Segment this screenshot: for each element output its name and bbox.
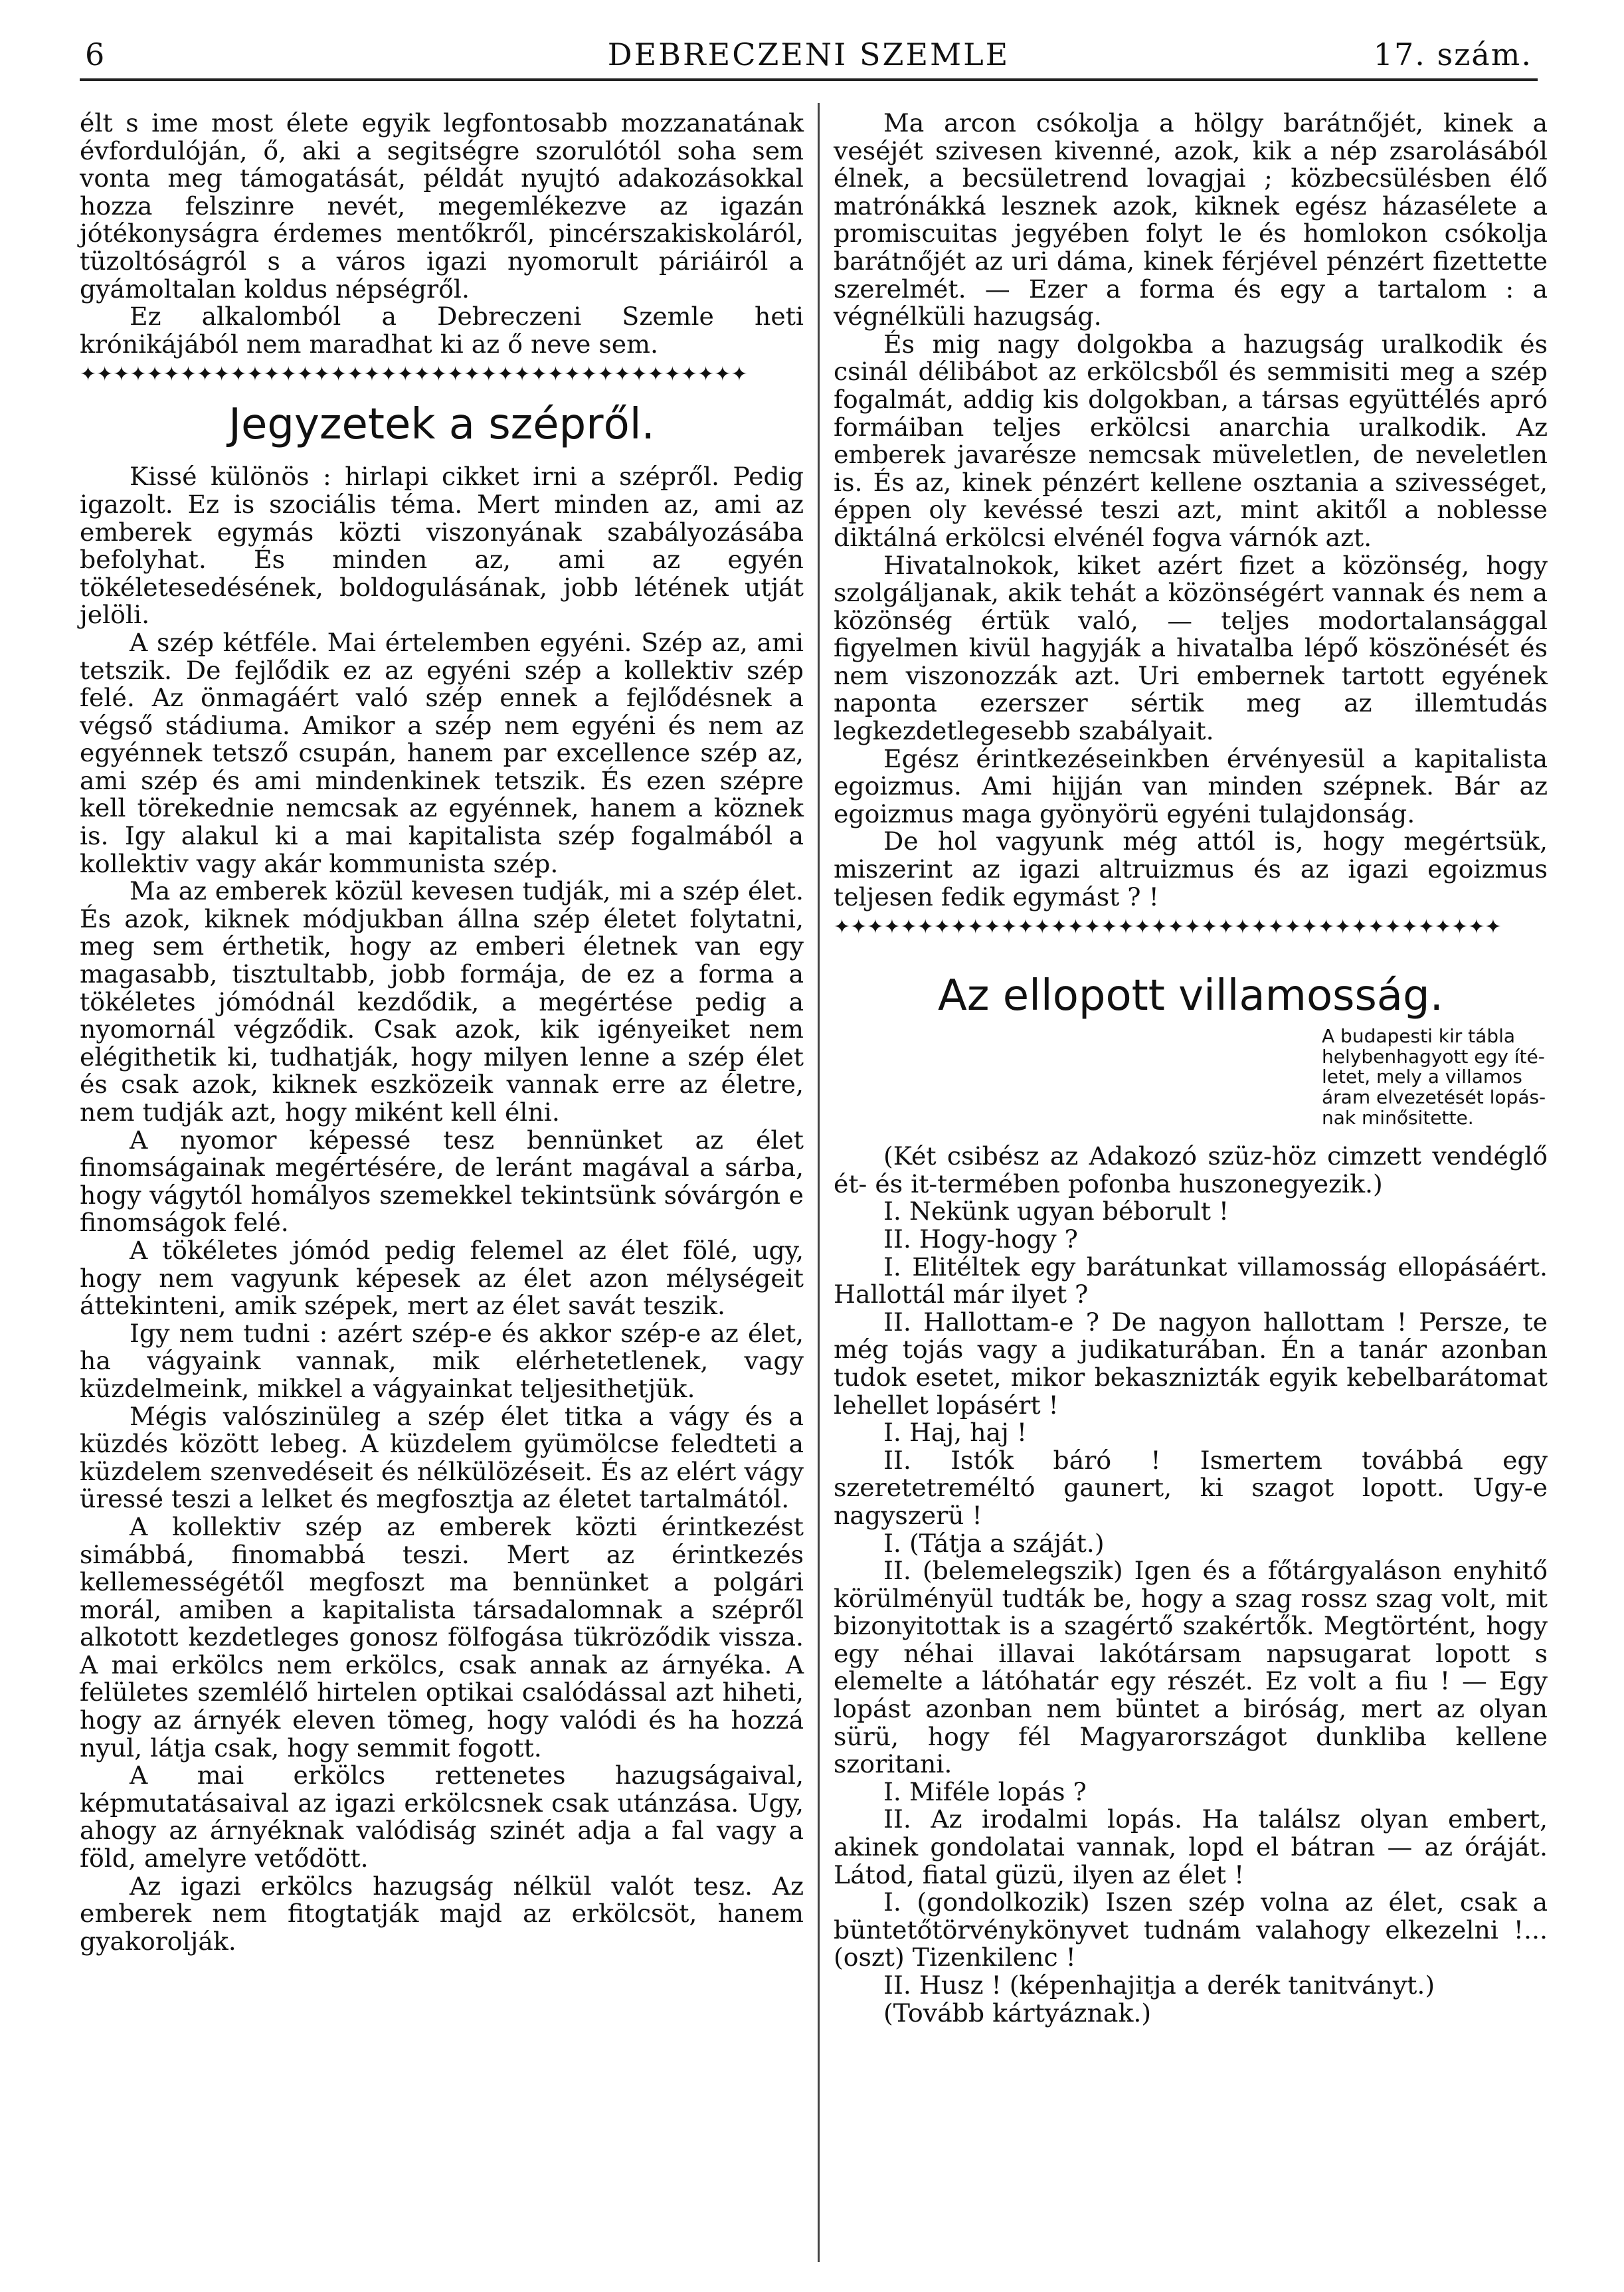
page-header <box>80 30 1538 83</box>
dialogue-line: II. Az irodalmi lopás. Ha találsz olyan embert, akinek gondolatai vannak, lopd el bátran — az óráját. Látod, fiatal güzü, ilyen az élet ! <box>834 1804 1548 1889</box>
summary-line: áram elvezetését lopás- <box>1322 1086 1546 1108</box>
intro-paragraph: Ez alkalomból a Debreczeni Szemle heti krónikájából nem maradhat ki az ő neve sem. <box>80 302 804 359</box>
dialogue-line: (Tovább kártyáznak.) <box>883 1998 1152 2028</box>
dialogue-line: I. (gondolkozik) Iszen szép volna az élet, csak a büntetőtörvénykönyvet tudnám valahogy elkezelni !... (oszt) Tizenkilenc ! <box>834 1887 1548 1972</box>
article-paragraph: Igy nem tudni : azért szép-e és akkor szép-e az élet, ha vágyaink vannak, mik elérhetetlenek, vagy küzdelmeink, mikkel a vágyainkat teljesithetjük. <box>80 1318 804 1403</box>
continued-paragraph: Hivatalnokok, kiket azért fizet a közönség, hogy szolgáljanak, akik tehát a közönségért vannak és nem a közönség értük való, — teljes modortalansággal figyelmen kivül hagyják a hivatalba lépő köszönését és nem viszonozzák azt. Uri embernek tartott egyének naponta ezerszer sértik meg az illemtudás legkezdetlegesebb szabályait. <box>834 550 1548 746</box>
article-summary <box>1322 1026 1548 1128</box>
left-column <box>80 110 804 1955</box>
dialogue-line: I. (Tátja a száját.) <box>883 1528 1105 1558</box>
summary-line: helybenhagyott egy íté- <box>1322 1045 1545 1068</box>
summary-line: letet, mely a villamos <box>1322 1066 1522 1088</box>
ornament-divider: ✦✦✦✦✦✦✦✦✦✦✦✦✦✦✦✦✦✦✦✦✦✦✦✦✦✦✦✦✦✦✦✦✦✦✦✦✦✦✦✦ <box>80 363 748 387</box>
dialogue-line: II. Istók báró ! Ismertem továbbá egy szeretetreméltó gaunert, ki szagot lopott. Ugy-e nagyszerü ! <box>834 1445 1548 1530</box>
dialogue-line: I. Miféle lopás ? <box>883 1776 1087 1806</box>
article-title-szeprol: Jegyzetek a szépről. <box>228 400 655 450</box>
continued-paragraph: És mig nagy dolgokba a hazugság uralkodik és csinál délibábot az erkölcsből és semmisiti meg a szép fogalmát, addig kis dolgokban, a társas együttélés apró formáiban teljes erkölcsi anarchia uralkodik. Az emberek javarésze nemcsak müveletlen, de neveletlen is. És az, kinek pénzért kellene osztania a szivességet, éppen oly kevéssé teszi azt, mint akitől a noblesse diktálná erkölcsi elvénél fogva várnók azt. <box>834 329 1548 552</box>
header-rule <box>80 78 1538 81</box>
dialogue-line: I. Elitéltek egy barátunkat villamosság ellopásáért. Hallottál már ilyet ? <box>834 1252 1548 1309</box>
dialogue-line: I. Haj, haj ! <box>883 1418 1028 1448</box>
continued-paragraph: De hol vagyunk még attól is, hogy megértsük, miszerint az igazi altruizmus és az igazi egoizmus teljesen fedik egymást ? ! <box>834 826 1548 911</box>
continued-paragraph: Egész érintkezéseinkben érvényesül a kapitalista egoizmus. Ami hijján van minden szépnek. Bár az egoizmus maga gyönyörü egyéni tulajdonság. <box>834 743 1548 828</box>
summary-line: A budapesti kir tábla <box>1322 1025 1516 1048</box>
dialogue-line: II. (belemelegszik) Igen és a főtárgyaláson enyhitő körülményül tudták be, hogy a szag rossz szag volt, mit bizonyitottak is a szagértő szakértők. Megtörtént, hogy egy néhai illavai lakótársam napsugarat lopott s elemelte a látóhatár egy részét. Ez volt a fiu ! — Egy lopást azonban nem büntet a biróság, mert az olyan sürü, hogy fél Magyarországot dunkliba kellene szoritani. <box>834 1556 1548 1779</box>
intro-paragraph: élt s ime most élete egyik legfontosabb mozzanatának évfordulóján, ő, aki a segitségre szorulótól soha sem vonta meg támogatását, példát nyujtó adakozásokkal hozza felszinre nevét, megemlékezve az igazán jótékonyságra érdemes mentőkről, pincérszakiskoláról, tüzoltóságról s a város igazi nyomorult páriáiról a gyámoltalan koldus népségről. <box>80 108 804 304</box>
summary-line: nak minősitette. <box>1322 1106 1474 1129</box>
dialogue-line: II. Hallottam-e ? De nagyon hallottam ! Persze, te még tojás vagy a judikaturában. Én a tanár azonban tudok esetet, mikor bekasznizták egyik kebelbarátomat lehellet lopásért ! <box>834 1307 1548 1420</box>
ornament-divider: ✦✦✦✦✦✦✦✦✦✦✦✦✦✦✦✦✦✦✦✦✦✦✦✦✦✦✦✦✦✦✦✦✦✦✦✦✦✦✦✦ <box>834 915 1502 939</box>
continued-paragraph: Ma arcon csókolja a hölgy barátnőjét, kinek a veséjét szivesen kivenné, azok, kik a nép zsarolásából élnek, a becsületrend lovagjai ; közbecsülésben élő matrónákká lesznek azok, kiknek egész házasélete a promiscuitas jegyében folyt le és homlokon csókolja barátnőjét az uri dáma, kinek férjével pénzért fizettette szerelmét. — Ezer a forma és egy a tartalom : a végnélküli hazugság. <box>834 108 1548 332</box>
article-title-villamossag: Az ellopott villamosság. <box>938 971 1443 1021</box>
article-paragraph: A nyomor képessé tesz bennünket az élet finomságainak megértésére, de leránt magával a sárba, hogy vágytól homályos szemekkel tekintsünk sóvárgón e finomságok felé. <box>80 1125 804 1238</box>
article-paragraph: A tökéletes jómód pedig felemel az élet fölé, ugy, hogy nem vagyunk képesek az élet azon mélységeit áttekinteni, amik szépek, mert az élet savát teszik. <box>80 1235 804 1321</box>
column-divider <box>818 103 820 2262</box>
article-paragraph: A szép kétféle. Mai értelemben egyéni. Szép az, ami tetszik. De fejlődik ez az egyéni szép a kollektiv szép felé. Az önmagáért való szép ennek a fejlődésnek a végső stádiuma. Amikor a szép nem egyéni és nem az egyénnek tetsző csupán, hanem par excellence szép az, ami szép és ami mindenkinek tetszik. És ezen szépre kell törekednie nemcsak az egyénnek, hanem a köznek is. Igy alakul ki a mai kapitalista szép fogalmából a kollektiv vagy akár kommunista szép. <box>80 627 804 878</box>
publication-title: DEBRECZENI SZEMLE <box>607 37 1010 72</box>
dialogue-line: I. Nekünk ugyan béborult ! <box>883 1196 1229 1226</box>
article-paragraph: A kollektiv szép az emberek közti érintkezést simábbá, finomabbá teszi. Mert az érintkezés kellemességétől megfoszt ma bennünket a polgári morál, amiben a kapitalista társadalomnak a szépről alkotott kezdetleges gonosz fölfogása tükröződik vissza. A mai erkölcs nem erkölcs, csak annak az árnyéka. A felületes szemlélő hirtelen optikai csalódással azt hiheti, hogy az árnyék eleven tömeg, hogy valódi és ha hozzá nyul, látja csak, hogy semmit fogott. <box>80 1511 804 1763</box>
article-paragraph: Ma az emberek közül kevesen tudják, mi a szép élet. És azok, kiknek módjukban állna szép életet folytatni, meg sem érthetik, hogy az emberi életnek van egy magasabb, tisztultabb, jobb formája, de ez a forma a tökéletes jómódnál kezdődik, a megértése pedig a nyomornál végződik. Csak azok, kik igényeiket nem elégithetik ki, tudhatják, hogy milyen lenne a szép élet és csak azok, kiknek eszközeik vannak erre az életre, nem tudják azt, hogy miként kell élni. <box>80 876 804 1127</box>
dialogue-line: II. Hogy-hogy ? <box>883 1224 1078 1254</box>
dialogue-line: II. Husz ! (képenhajitja a derék tanitványt.) <box>883 1970 1435 2000</box>
article-paragraph: Kissé különös : hirlapi cikket irni a szépről. Pedig igazolt. Ez is szociális téma. Mert minden az, ami az emberek egymás közti viszonyának szabályozásába befolyhat. És minden az, ami az egyén tökéletesedésének, boldogulásának, jobb létének utját jelöli. <box>80 462 804 630</box>
article-paragraph: A mai erkölcs rettenetes hazugságaival, képmutatásaival az igazi erkölcsnek csak utánzása. Ugy, ahogy az árnyéknak valódiság szinét adja a fal vagy a föld, amelyre vetődött. <box>80 1761 804 1873</box>
right-column <box>834 110 1548 2027</box>
article-paragraph: Az igazi erkölcs hazugság nélkül valót tesz. Az emberek nem fitogtatják majd az erkölcsöt, hanem gyakorolják. <box>80 1871 804 1956</box>
scene-intro: (Két csibész az Adakozó szüz-höz cimzett vendéglő ét- és it-termében pofonba huszonegyezik.) <box>834 1141 1548 1198</box>
page-number: 6 <box>85 37 106 72</box>
article-paragraph: Mégis valószinüleg a szép élet titka a vágy és a küzdés között lebeg. A küzdelem gyümölcse feledteti a küzdelem szenvedéseit és nélkülözéseit. És az elért vágy üressé teszi a lelket és megfosztja az életet tartalmától. <box>80 1401 804 1514</box>
issue-number: 17. szám. <box>1373 37 1532 72</box>
